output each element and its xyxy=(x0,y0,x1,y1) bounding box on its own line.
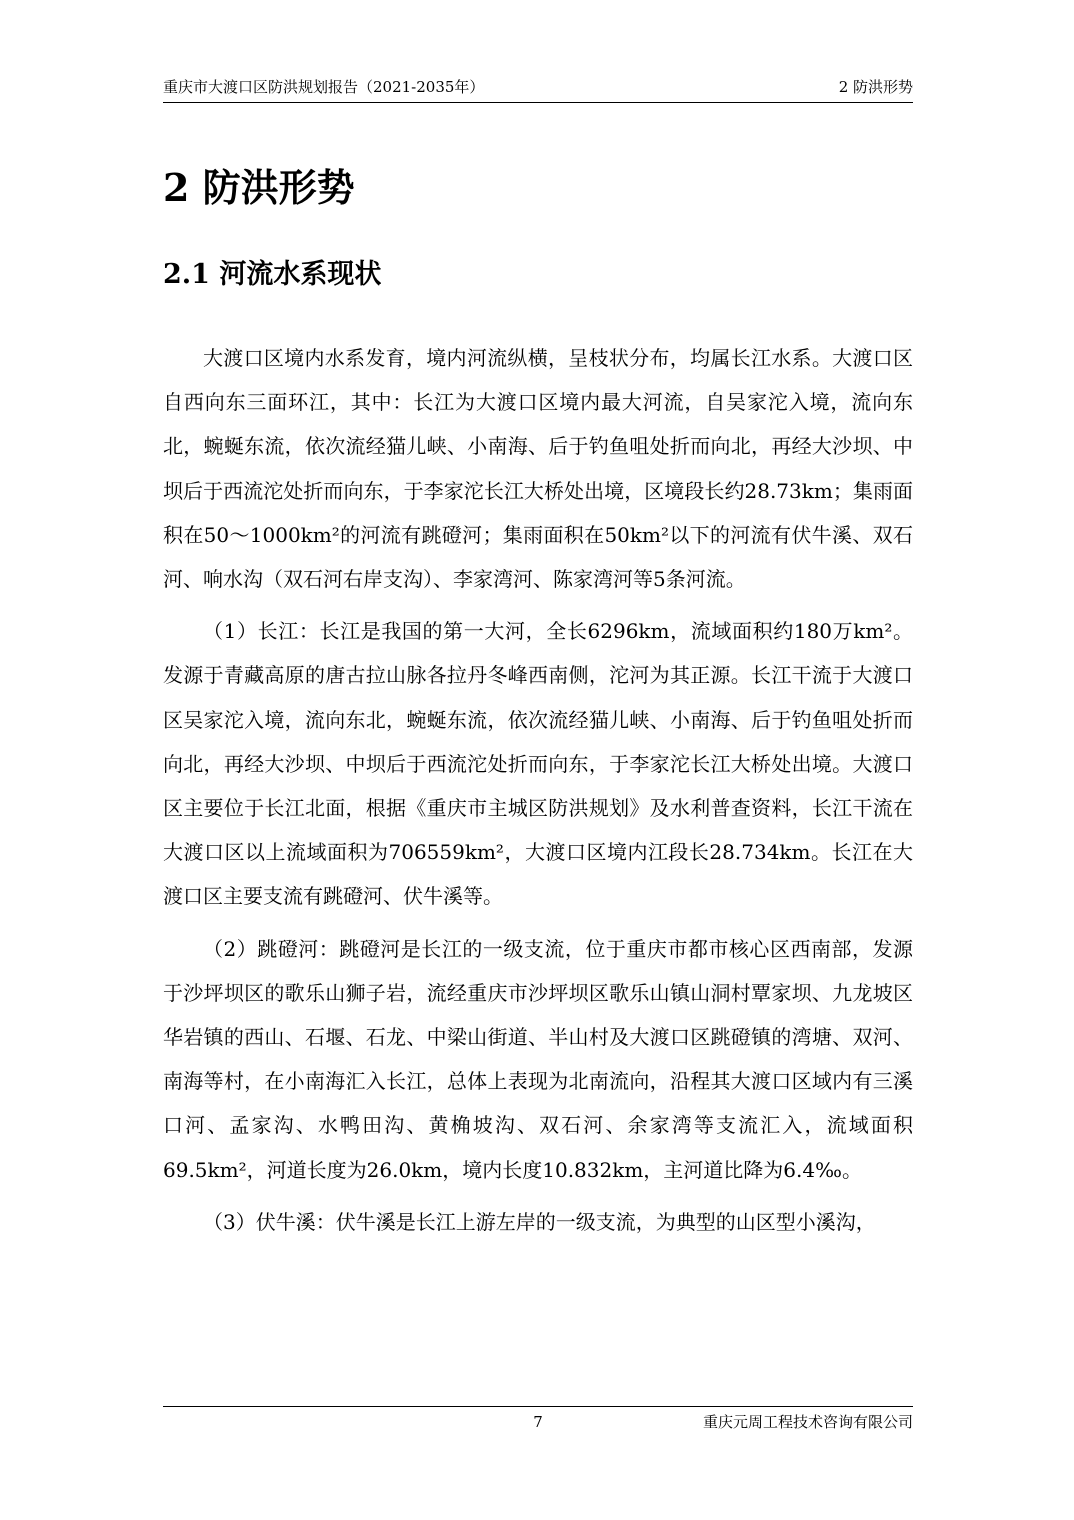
body-text xyxy=(163,336,913,1252)
section-title: 2.1 河流水系现状 xyxy=(163,259,382,290)
page-header xyxy=(163,76,913,103)
header-report-title: 重庆市大渡口区防洪规划报告（2021-2035年） xyxy=(163,78,485,96)
paragraph-tiaodeng: （2）跳磴河：跳磴河是长江的一级支流，位于重庆市都市核心区西南部，发源于沙坪坝区的歌乐山狮子岩，流经重庆市沙坪坝区歌乐山镇山洞村覃家坝、九龙坡区华岩镇的西山、石堰、石龙、中梁山街道、半山村及大渡口区跳磴镇的湾塘、双河、南海等村，在小南海汇入长江，总体上表现为北南流向，沿程其大渡口区域内有三溪口河、孟家沟、水鸭田沟、黄桷坡沟、双石河、余家湾等支流汇入，流域面积69.5km²，河道长度为26.0km，境内长度10.832km，主河道比降为6.4‰。 xyxy=(163,936,913,1182)
page-number: 7 xyxy=(533,1413,543,1431)
paragraph-overview: 大渡口区境内水系发育，境内河流纵横，呈枝状分布，均属长江水系。大渡口区自西向东三面环江，其中：长江为大渡口区境内最大河流，自吴家沱入境，流向东北，蜿蜒东流，依次流经猫儿峡、小南海、后于钓鱼咀处折而向北，再经大沙坝、中坝后于西流沱处折而向东，于李家沱长江大桥处出境，区境段长约28.73km；集雨面积在50～1000km²的河流有跳磴河；集雨面积在50km²以下的河流有伏牛溪、双石河、响水沟（双石河右岸支沟）、李家湾河、陈家湾河等5条河流。 xyxy=(163,346,913,592)
page-footer xyxy=(163,1406,913,1437)
header-chapter: 2 防洪形势 xyxy=(838,78,913,96)
paragraph-funiu: （3）伏牛溪：伏牛溪是长江上游左岸的一级支流，为典型的山区型小溪沟， xyxy=(203,1209,876,1234)
footer-company: 重庆元周工程技术咨询有限公司 xyxy=(702,1413,913,1431)
paragraph-yangtze: （1）长江：长江是我国的第一大河，全长6296km，流域面积约180万km²。发源于青藏高原的唐古拉山脉各拉丹冬峰西南侧，沱河为其正源。长江干流于大渡口区吴家沱入境，流向东北，蜿蜒东流，依次流经猫儿峡、小南海、后于钓鱼咀处折而向北，再经大沙坝、中坝后于西流沱处折而向东，于李家沱长江大桥处出境。大渡口区主要位于长江北面，根据《重庆市主城区防洪规划》及水利普查资料，长江干流在大渡口区以上流域面积为706559km²，大渡口区境内江段长28.734km。长江在大渡口区主要支流有跳磴河、伏牛溪等。 xyxy=(163,619,913,909)
chapter-title: 2 防洪形势 xyxy=(163,165,355,210)
